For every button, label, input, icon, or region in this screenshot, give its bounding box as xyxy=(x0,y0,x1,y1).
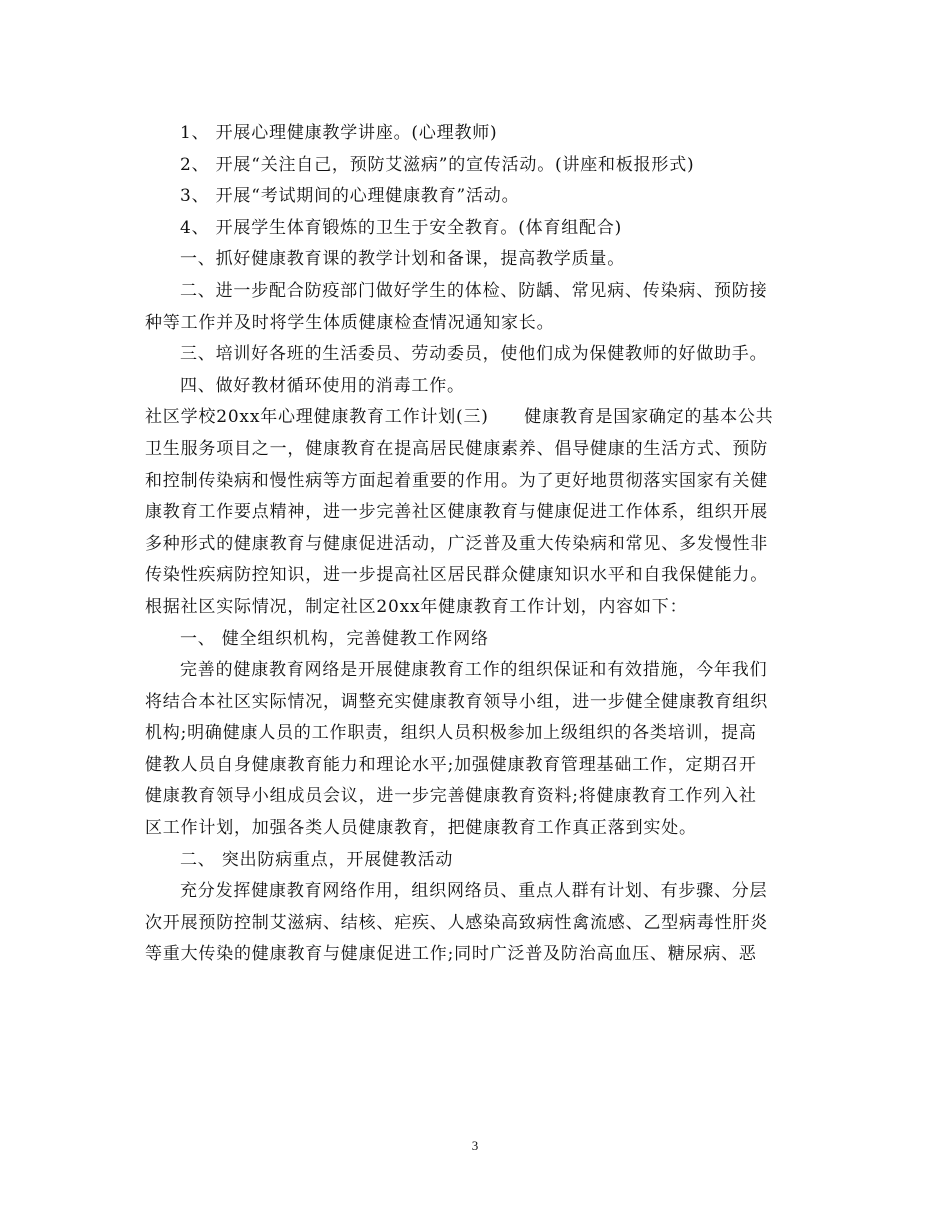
page-number: 3 xyxy=(471,1138,479,1153)
text-line: 二、 突出防病重点，开展健教活动 xyxy=(180,849,454,870)
text-line: 完善的健康教育网络是开展健康教育工作的组织保证和有效措施，今年我们 xyxy=(180,660,768,681)
text-line: 等重大传染的健康教育与健康促进工作;同时广泛普及防治高血压、糖尿病、恶 xyxy=(145,944,757,965)
text-line: 一、抓好健康教育课的教学计划和备课，提高教学质量。 xyxy=(180,249,625,270)
text-line: 健教人员自身健康教育能力和理论水平;加强健康教育管理基础工作，定期召开 xyxy=(145,754,757,775)
text-line: 1、 开展心理健康教学讲座。(心理教师) xyxy=(180,123,498,143)
text-line: 康教育工作要点精神，进一步完善社区健康教育与健康促进工作体系，组织开展 xyxy=(145,502,768,523)
text-line: 一、 健全组织机构，完善健教工作网络 xyxy=(180,628,489,649)
text-line: 多种形式的健康教育与健康促进活动，广泛普及重大传染病和常见、多发慢性非 xyxy=(145,533,768,554)
document-body xyxy=(145,118,810,971)
text-line: 充分发挥健康教育网络作用，组织网络员、重点人群有计划、有步骤、分层 xyxy=(180,881,768,902)
text-line: 种等工作并及时将学生体质健康检查情况通知家长。 xyxy=(145,312,555,333)
text-line: 将结合本社区实际情况，调整充实健康教育领导小组，进一步健全健康教育组织 xyxy=(145,691,768,712)
text-line: 四、做好教材循环使用的消毒工作。 xyxy=(180,375,465,396)
text-line: 传染性疾病防控知识，进一步提高社区居民群众健康知识水平和自我保健能力。 xyxy=(145,565,768,586)
text-line: 3、 开展“考试期间的心理健康教育”活动。 xyxy=(180,186,520,207)
text-line: 和控制传染病和慢性病等方面起着重要的作用。为了更好地贯彻落实国家有关健 xyxy=(145,470,768,491)
text-line: 三、培训好各班的生活委员、劳动委员，使他们成为保健教师的好做助手。 xyxy=(180,344,768,365)
text-line: 二、进一步配合防疫部门做好学生的体检、防龋、常见病、传染病、预防接 xyxy=(180,280,768,301)
text-line: 卫生服务项目之一，健康教育在提高居民健康素养、倡导健康的生活方式、预防 xyxy=(145,438,768,459)
text-line: 社区学校20xx年心理健康教育工作计划(三) 健康教育是国家确定的基本公共 xyxy=(145,407,774,428)
text-line: 区工作计划，加强各类人员健康教育，把健康教育工作真正落到实处。 xyxy=(145,818,697,839)
text-line: 机构;明确健康人员的工作职责，组织人员积极参加上级组织的各类培训，提高 xyxy=(145,723,757,744)
text-line: 2、 开展“关注自己，预防艾滋病”的宣传活动。(讲座和板报形式) xyxy=(180,154,695,175)
text-line: 根据社区实际情况，制定社区20xx年健康教育工作计划，内容如下： xyxy=(145,596,688,617)
text-line: 4、 开展学生体育锻炼的卫生于安全教育。(体育组配合) xyxy=(180,217,623,238)
text-line: 健康教育领导小组成员会议，进一步完善健康教育资料;将健康教育工作列入社 xyxy=(145,786,757,807)
text-line: 次开展预防控制艾滋病、结核、疟疾、人感染高致病性禽流感、乙型病毒性肝炎 xyxy=(145,912,768,933)
